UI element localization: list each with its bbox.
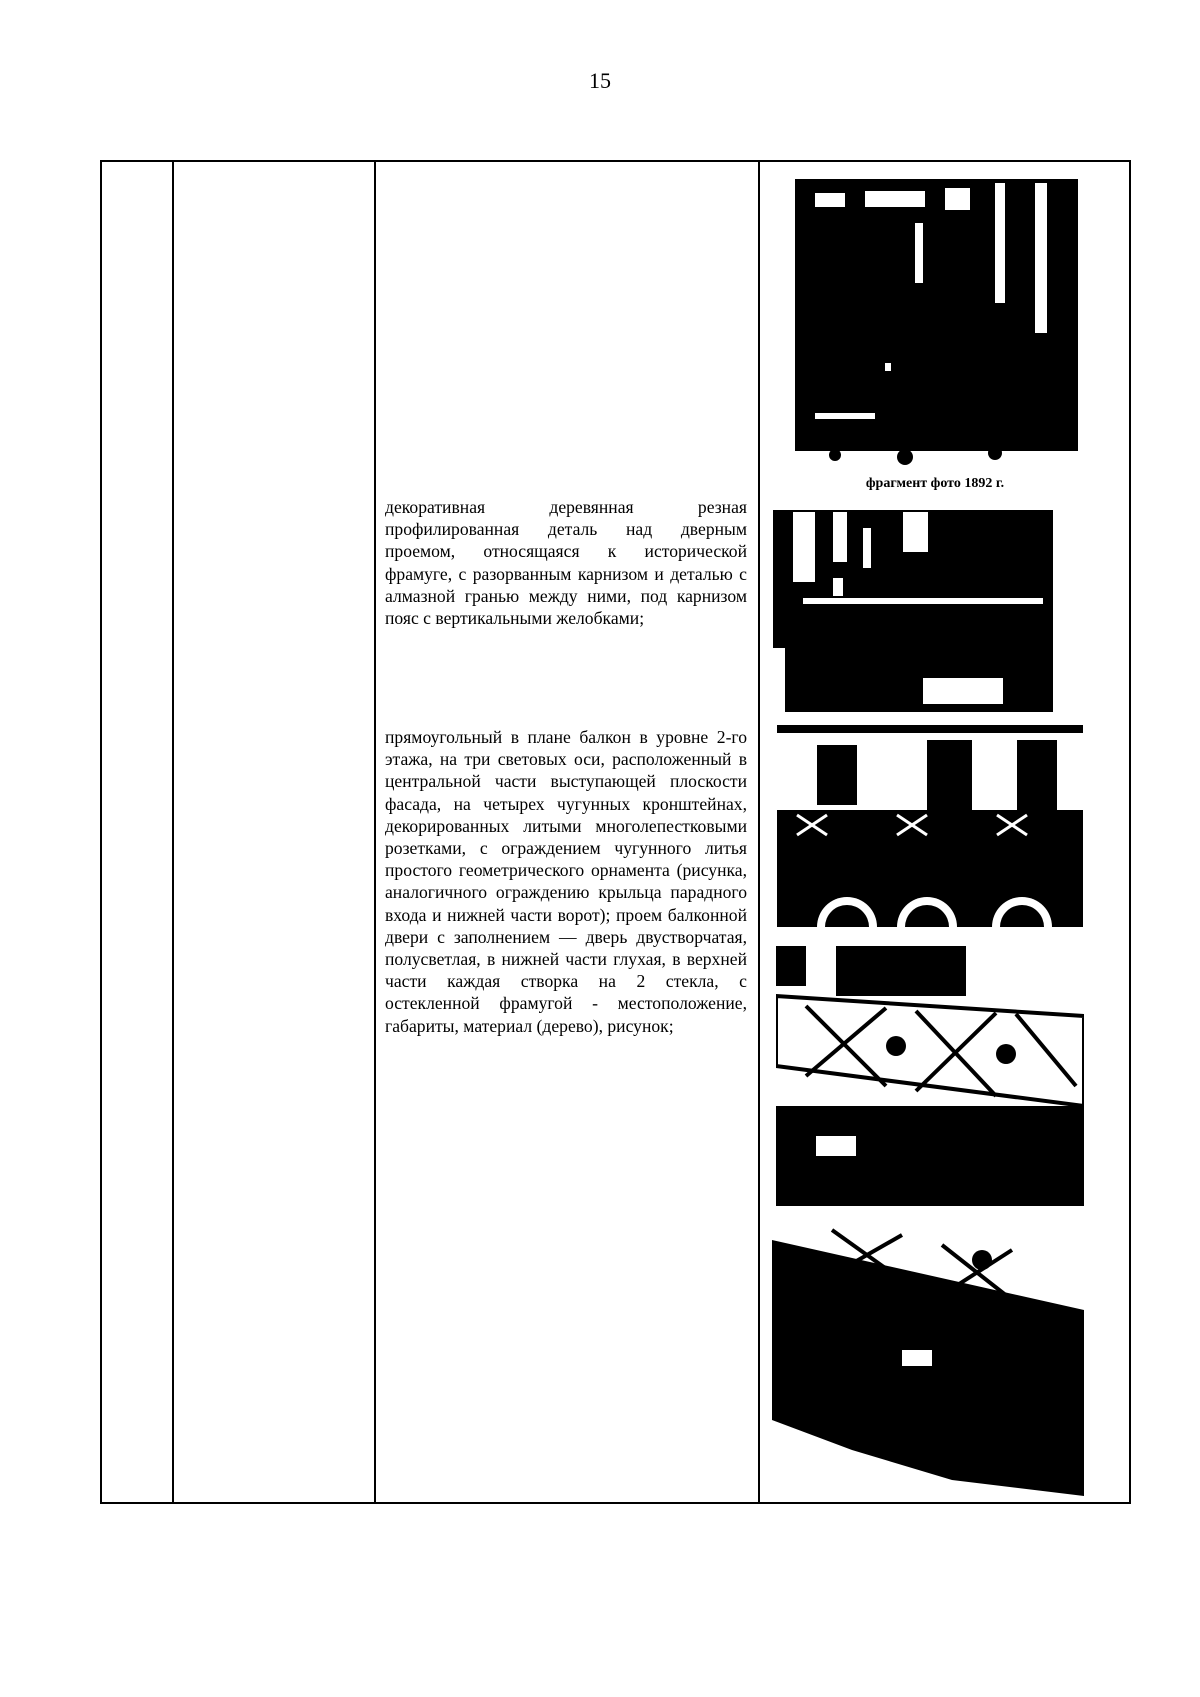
balcony-railing-photo — [776, 946, 1084, 1206]
description-balcony: прямоугольный в плане балкон в уровне 2-го этажа, на три световых оси, расположенный в центральной части выступающей плоскости фасада, на четырех чугунных кронштейнах, декорированных литыми многолепестковыми розетками, с ограждением чугунного литья простого геометрического орнамента (рисунка, аналогичного ограждению крыльца парадного входа и нижней части ворот); проем балконной двери с заполнением — дверь двустворчатая, полусветлая, в нижней части глухая, в верхней части каждая створка на 2 стекла, с остекленной фрамугой - местоположение, габариты, материал (дерево), рисунок; — [385, 727, 747, 1036]
column-divider — [374, 162, 376, 1502]
door-detail-photo — [773, 498, 1093, 712]
historic-photo-1892 — [795, 163, 1078, 476]
description-door-detail: декоративная деревянная резная профилированная деталь над дверным проемом, относящаяся к исторической фрамуге, с разорванным карнизом и деталью с алмазной гранью между ними, под карнизом пояс с вертикальными желобками; — [385, 497, 747, 629]
page-number: 15 — [589, 68, 611, 93]
balcony-photo — [777, 725, 1083, 927]
column-divider — [758, 162, 760, 1502]
photo-caption: фрагмент фото 1892 г. — [865, 476, 1005, 491]
column-divider — [172, 162, 174, 1502]
balcony-underside-photo — [772, 1220, 1084, 1496]
